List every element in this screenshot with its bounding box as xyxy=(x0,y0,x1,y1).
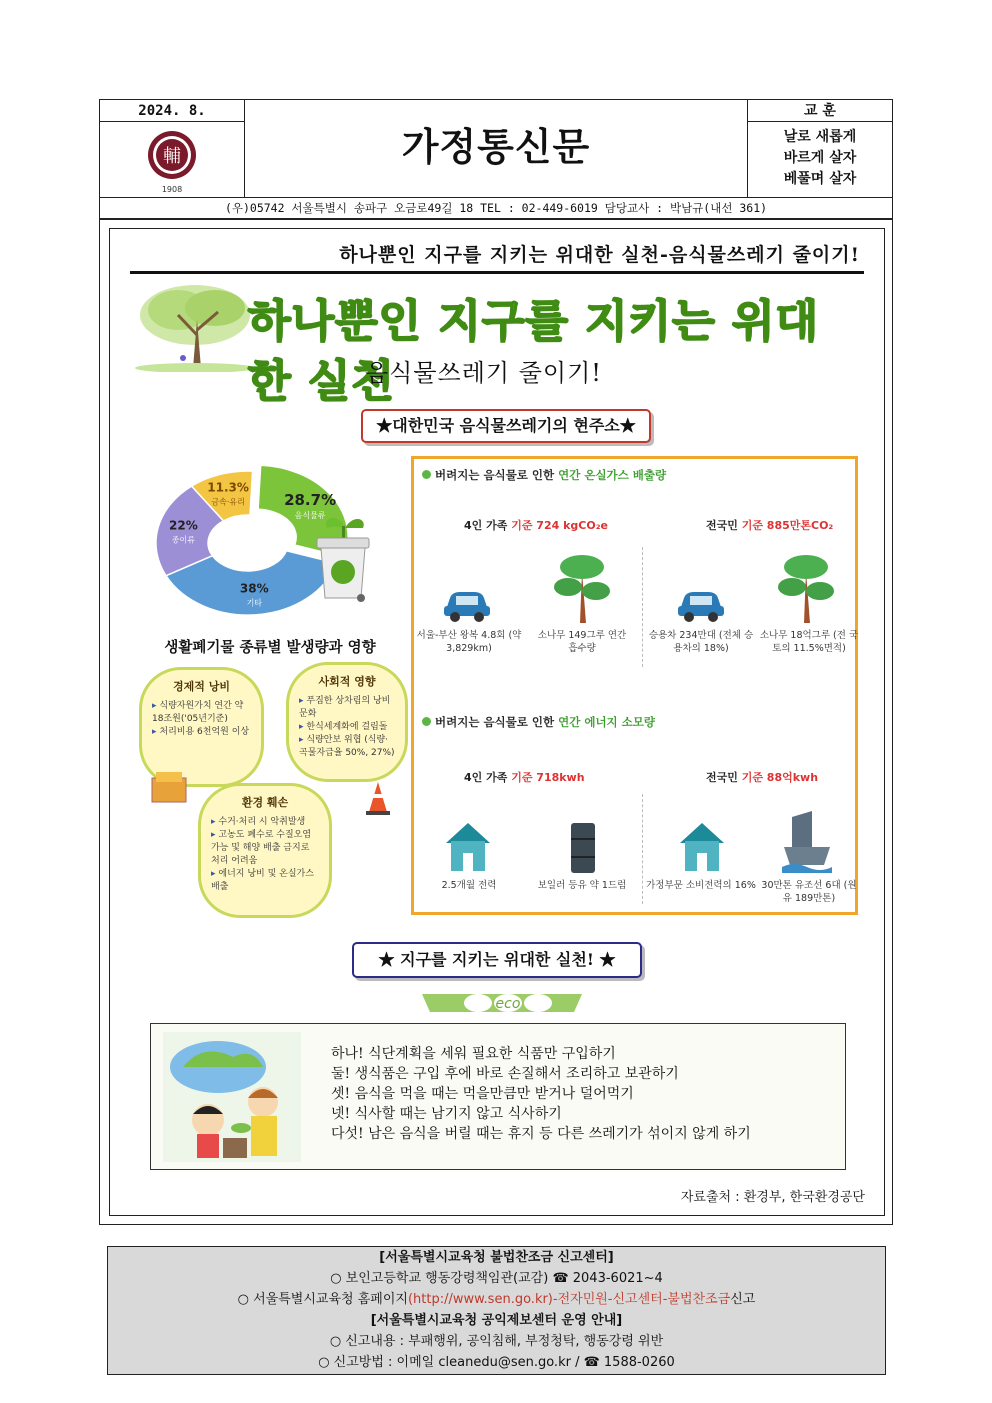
bubble-item: ▸ 고농도 폐수로 수질오염 가능 및 해양 배출 금지로 처리 어려움 xyxy=(211,829,319,868)
footer-heading: [서울특별시교육청 공익제보센터 운영 안내] xyxy=(370,1313,623,1328)
school-address: (우)05742 서울특별시 송파구 오금로49길 18 TEL : 02-449-6019 담당교사 : 박남규(내선 361) xyxy=(100,197,892,218)
energy-nation-caption: 전국민 기준 88억kwh xyxy=(706,771,819,784)
food-bin-illustration xyxy=(313,512,375,604)
bubble-title: 환경 훼손 xyxy=(241,796,289,809)
social-impact-bubble xyxy=(286,662,408,782)
pie-category-label: 금속·유리 xyxy=(211,497,245,507)
bubble-item: ▸ 식량자원가치 연간 약18조원('05년기준) xyxy=(152,700,251,726)
footer-line: ○ 신고내용 : 부패행위, 공익침해, 부정청탁, 행동강령 위반 xyxy=(329,1334,664,1349)
ghg-heading: 버려지는 음식물로 인한 연간 온실가스 배출량 xyxy=(422,467,666,483)
bubble-item: ▸ 한식세계화에 걸림돌 xyxy=(299,721,395,734)
tip-item: 다섯! 남은 음식을 버릴 때는 휴지 등 다른 쓰레기가 섞이지 않게 하기 xyxy=(331,1126,751,1142)
logo-year: 1908 xyxy=(161,185,183,194)
tips-list xyxy=(331,1044,751,1144)
bubble-title: 사회적 영향 xyxy=(318,675,376,688)
bubble-item: ▸ 푸짐한 상차림의 낭비문화 xyxy=(299,695,395,721)
money-box-icon xyxy=(150,768,188,804)
traffic-cone-icon xyxy=(365,780,391,816)
house-icon xyxy=(444,821,492,873)
tip-item: 셋! 음식을 먹을 때는 먹을만큼만 받거나 덜어먹기 xyxy=(331,1086,634,1102)
eco-banner xyxy=(418,988,586,1016)
energy-item: 30만톤 유조선 6대 (원유 189만톤) xyxy=(761,880,857,904)
pie-value-label: 38% xyxy=(239,581,269,596)
divider xyxy=(642,794,643,904)
footer-line: ○ 보인고등학교 행동강령책임관(교감) ☎ 2043-6021~4 xyxy=(330,1271,663,1286)
pie-category-label: 기타 xyxy=(246,598,263,608)
report-center-footer xyxy=(107,1246,886,1375)
drum-icon xyxy=(569,821,597,875)
motto-line: 베풀며 살자 xyxy=(783,171,857,187)
pie-chart-title: 생활폐기물 종류별 발생량과 영향 xyxy=(164,639,376,656)
ghg-item: 승용차 234만대 (전체 승용차의 18%) xyxy=(648,630,754,654)
school-logo xyxy=(100,122,245,197)
letter-header xyxy=(99,99,893,219)
stats-panel xyxy=(411,456,858,915)
practice-label: ★ 지구를 지키는 위대한 실천! ★ xyxy=(352,942,642,978)
footer-line: ○ 서울특별시교육청 홈페이지(http://www.sen.go.kr)-전자민원-신고센터-불법찬조금신고 xyxy=(237,1292,756,1307)
tip-item: 넷! 식사할 때는 남기지 않고 식사하기 xyxy=(331,1106,562,1122)
tip-item: 둘! 생식품은 구입 후에 바로 손질해서 조리하고 보관하기 xyxy=(331,1066,679,1082)
tree-icon xyxy=(552,551,612,623)
status-label: ★대한민국 음식물쓰레기의 현주소★ xyxy=(361,409,651,443)
bubble-item: ▸ 수거·처리 시 악취발생 xyxy=(211,816,319,829)
page-title: 가정통신문 xyxy=(245,100,748,197)
homepage-link[interactable]: (http://www.sen.go.kr)-전자민원-신고센터-불법찬조금 xyxy=(407,1292,731,1307)
bubble-title: 경제적 낭비 xyxy=(173,680,230,693)
energy-heading: 버려지는 음식물로 인한 연간 에너지 소모량 xyxy=(422,714,655,730)
environmental-impact-bubble xyxy=(198,783,332,918)
car-icon xyxy=(676,584,726,624)
poster-subtitle: 음식물쓰레기 줄이기! xyxy=(365,359,602,387)
logo-char: 輔 xyxy=(163,146,181,167)
tip-item: 하나! 식단계획을 세워 필요한 식품만 구입하기 xyxy=(331,1046,616,1062)
house-icon xyxy=(678,821,726,873)
ghg-item: 서울-부산 왕복 4.8회 (약 3,829km) xyxy=(416,630,522,654)
footer-heading: [서울특별시교육청 불법찬조금 신고센터] xyxy=(379,1250,614,1265)
motto-line: 날로 새롭게 xyxy=(783,129,857,145)
ghg-item: 소나무 149그루 연간 흡수량 xyxy=(537,630,627,654)
energy-item: 2.5개월 전력 xyxy=(441,880,497,891)
energy-family-caption: 4인 가족 기준 718kwh xyxy=(464,771,585,784)
bullet-icon xyxy=(422,470,431,479)
pie-value-label: 11.3% xyxy=(207,480,249,495)
eco-word: eco xyxy=(495,996,521,1012)
car-icon xyxy=(442,584,492,624)
pie-value-label: 28.7% xyxy=(284,491,337,510)
tree-icon xyxy=(776,551,836,623)
tips-box xyxy=(150,1023,846,1170)
family-illustration xyxy=(163,1032,301,1162)
bullet-icon xyxy=(422,717,431,726)
motto-line: 바르게 살자 xyxy=(783,150,857,166)
energy-item: 가정부문 소비전력의 16% xyxy=(646,880,756,891)
energy-item: 보일러 등유 약 1드럼 xyxy=(537,880,627,891)
motto-heading: 교 훈 xyxy=(748,100,892,122)
source-credit: 자료출처 : 환경부, 한국환경공단 xyxy=(680,1190,865,1205)
ghg-item: 소나무 18억그루 (전 국토의 11.5%면적) xyxy=(759,630,859,654)
article-headline: 하나뿐인 지구를 지키는 위대한 실천-음식물쓰레기 줄이기! xyxy=(130,240,864,274)
bubble-item: ▸ 식량안보 위협 (식량·곡물자급율 50%, 27%) xyxy=(299,734,395,760)
ship-icon xyxy=(782,807,832,873)
issue-date: 2024. 8. xyxy=(100,100,245,122)
ghg-nation-caption: 전국민 기준 885만톤CO₂ xyxy=(706,519,834,532)
bubble-item: ▸ 처리비용 6천억원 이상 xyxy=(152,726,251,739)
poster-title: 하나뿐인 지구를 지키는 위대한 실천 xyxy=(248,296,820,407)
tree-illustration xyxy=(133,280,258,372)
pie-category-label: 종이류 xyxy=(171,535,195,545)
pie-value-label: 22% xyxy=(169,518,198,533)
footer-line: ○ 신고방법 : 이메일 cleanedu@sen.go.kr / ☎ 1588-0260 xyxy=(318,1355,675,1370)
divider xyxy=(642,547,643,667)
bubble-item: ▸ 에너지 낭비 및 온실가스 배출 xyxy=(211,868,319,894)
ghg-family-caption: 4인 가족 기준 724 kgCO₂e xyxy=(464,519,608,532)
school-motto xyxy=(748,122,892,197)
pie-category-label: 음식물류 xyxy=(294,511,326,521)
